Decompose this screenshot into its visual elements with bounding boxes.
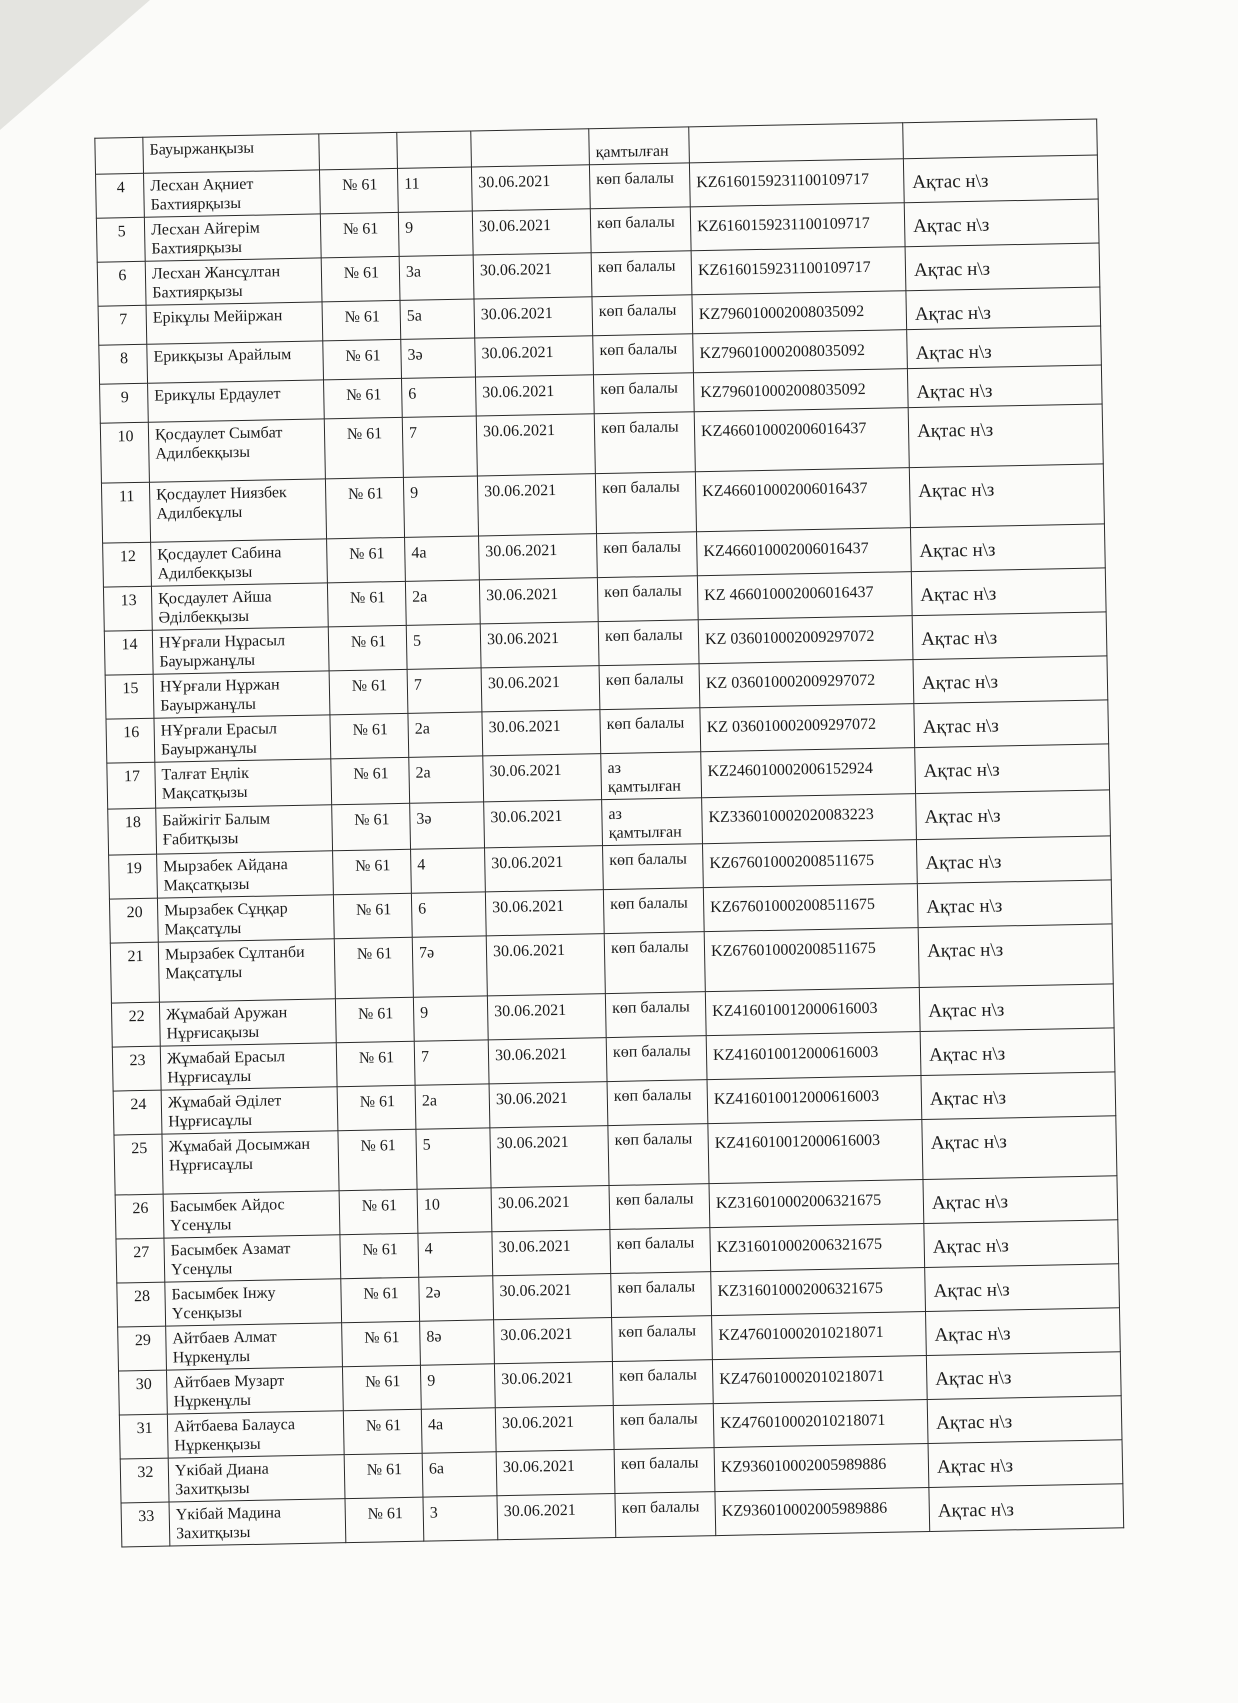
cell-name: Ерикұлы Ердаулет	[148, 380, 325, 422]
cell-name: Мырзабек Сұлтанби Мақсатұлы	[158, 939, 335, 1002]
cell-date: 30.06.2021	[485, 890, 604, 936]
cell-number: 4	[96, 173, 145, 218]
cell-name: Мырзабек Сұңқар Мақсатұлы	[157, 895, 334, 942]
cell-school-name: Ақтас н\з	[915, 744, 1110, 794]
cell-date: 30.06.2021	[496, 1450, 615, 1496]
cell-status: көп балалы	[595, 472, 696, 534]
cell-grade: 3	[423, 1496, 498, 1541]
cell-iban: KZ466010002006016437	[694, 408, 909, 472]
cell-date: 30.06.2021	[476, 414, 595, 476]
cell-number: 8	[99, 344, 148, 384]
cell-school: № 61	[334, 937, 413, 998]
cell-number: 14	[104, 630, 153, 675]
cell-status: көп балалы	[597, 532, 698, 578]
cell-school-name: Ақтас н\з	[926, 1352, 1121, 1400]
cell-iban: KZ316010002006321675	[711, 1268, 926, 1316]
cell-status: көп балалы	[612, 1360, 713, 1406]
cell-number	[95, 137, 144, 174]
cell-grade: 9	[403, 476, 478, 537]
cell-date	[471, 129, 590, 167]
cell-status: аз қамтылған	[602, 798, 703, 846]
cell-number: 16	[106, 718, 155, 763]
cell-grade: 2а	[405, 580, 480, 625]
cell-iban: KZ476010002010218071	[713, 1399, 928, 1447]
cell-status: көп балалы	[593, 373, 694, 414]
cell-name: Қосдаулет Ниязбек Адилбекұлы	[149, 479, 326, 542]
cell-school: № 61	[322, 300, 401, 340]
cell-status: көп балалы	[594, 412, 695, 474]
cell-name: Басымбек Айдос Үсенұлы	[163, 1191, 340, 1238]
cell-grade: 3ә	[401, 338, 476, 378]
cell-name: Басымбек Інжу Үсенқызы	[165, 1279, 342, 1326]
cell-iban: KZ676010002008511675	[703, 884, 918, 932]
cell-grade: 3а	[399, 255, 474, 300]
cell-iban: KZ316010002006321675	[710, 1224, 925, 1272]
cell-school: № 61	[342, 1365, 421, 1410]
cell-grade: 9	[413, 996, 488, 1041]
cell-number: 18	[108, 808, 157, 855]
cell-iban: KZ476010002010218071	[712, 1312, 927, 1360]
cell-date: 30.06.2021	[471, 165, 590, 211]
cell-date: 30.06.2021	[474, 297, 593, 338]
cell-grade: 2а	[415, 1084, 490, 1129]
cell-iban: KZ416010012000616003	[707, 1076, 922, 1124]
cell-status: көп балалы	[613, 1404, 714, 1450]
cell-iban: KZ676010002008511675	[704, 928, 919, 992]
student-table	[94, 118, 1124, 1547]
cell-school-name: Ақтас н\з	[923, 1176, 1118, 1224]
cell-date: 30.06.2021	[487, 994, 606, 1040]
cell-iban: KZ796010002008035092	[693, 369, 908, 412]
cell-number: 7	[98, 305, 147, 345]
cell-school: № 61	[329, 669, 408, 714]
cell-iban: KZ 466010002006016437	[697, 572, 912, 620]
cell-iban: KZ246010002006152924	[701, 748, 916, 798]
cell-school-name: Ақтас н\з	[905, 243, 1100, 291]
cell-number: 24	[113, 1090, 162, 1135]
cell-number: 11	[101, 482, 150, 543]
cell-grade: 7	[407, 668, 482, 713]
cell-iban: KZ336010002020083223	[702, 794, 917, 844]
cell-school-name: Ақтас н\з	[910, 524, 1105, 572]
cell-name: Қосдаулет Сабина Адилбекқызы	[151, 539, 328, 586]
cell-school-name: Ақтас н\з	[907, 326, 1102, 369]
cell-status: көп балалы	[589, 163, 690, 209]
cell-school-name: Ақтас н\з	[921, 1072, 1116, 1120]
cell-school-name: Ақтас н\з	[916, 836, 1111, 884]
cell-grade: 9	[420, 1364, 495, 1409]
cell-school-name: Ақтас н\з	[904, 199, 1099, 247]
cell-number: 19	[109, 854, 158, 899]
cell-grade: 5	[406, 624, 481, 669]
cell-school-name: Ақтас н\з	[927, 1396, 1122, 1444]
cell-status: көп балалы	[610, 1228, 711, 1274]
cell-date: 30.06.2021	[473, 253, 592, 299]
cell-number: 22	[111, 1002, 160, 1047]
cell-grade: 6а	[422, 1452, 497, 1497]
cell-school-name: Ақтас н\з	[917, 880, 1112, 928]
cell-date: 30.06.2021	[475, 336, 594, 377]
cell-iban: KZ936010002005989886	[715, 1487, 930, 1535]
cell-school: № 61	[332, 803, 411, 850]
cell-status: көп балалы	[600, 708, 701, 754]
cell-number: 10	[100, 422, 149, 483]
cell-iban: KZ416010012000616003	[708, 1120, 923, 1184]
cell-number: 17	[107, 762, 156, 809]
cell-school: № 61	[345, 1497, 424, 1542]
cell-iban: KZ416010012000616003	[705, 988, 920, 1036]
cell-school-name: Ақтас н\з	[911, 568, 1106, 616]
cell-date: 30.06.2021	[475, 375, 594, 416]
cell-school: № 61	[335, 997, 414, 1042]
cell-date: 30.06.2021	[485, 846, 604, 892]
cell-school-name: Ақтас н\з	[924, 1220, 1119, 1268]
cell-grade: 4а	[405, 536, 480, 581]
cell-number: 25	[114, 1134, 163, 1195]
cell-number: 6	[97, 261, 146, 306]
cell-number: 23	[112, 1046, 161, 1091]
cell-school-name: Ақтас н\з	[916, 790, 1111, 840]
cell-school: № 61	[325, 477, 404, 538]
cell-grade: 10	[417, 1188, 492, 1233]
cell-school-name: Ақтас н\з	[928, 1440, 1123, 1488]
cell-status: көп балалы	[607, 1080, 708, 1126]
cell-name: Лесхан Ақниет Бахтиярқызы	[144, 170, 321, 217]
cell-name: Айтбаева Балауса Нұркенқызы	[167, 1411, 344, 1458]
cell-name: НҰрғали Нұрасыл Бауыржанұлы	[152, 627, 329, 674]
cell-number: 32	[120, 1458, 169, 1503]
cell-date: 30.06.2021	[479, 578, 598, 624]
cell-date: 30.06.2021	[477, 474, 596, 536]
cell-number: 9	[100, 383, 149, 423]
cell-name: Ерикқызы Арайлым	[147, 341, 324, 383]
cell-iban: KZ476010002010218071	[712, 1356, 927, 1404]
cell-status: көп балалы	[592, 295, 693, 336]
cell-school: № 61	[344, 1453, 423, 1498]
cell-iban: KZ 036010002009297072	[698, 616, 913, 664]
cell-name: Үкібай Диана Захитқызы	[168, 1455, 345, 1502]
cell-status: көп балалы	[597, 576, 698, 622]
cell-grade: 11	[397, 167, 472, 212]
cell-grade: 2ә	[419, 1276, 494, 1321]
cell-grade: 5	[416, 1128, 491, 1189]
cell-iban: KZ466010002006016437	[695, 468, 910, 532]
cell-date: 30.06.2021	[480, 622, 599, 668]
cell-grade: 4а	[421, 1408, 496, 1453]
cell-iban: KZ316010002006321675	[709, 1180, 924, 1228]
cell-school: № 61	[321, 256, 400, 301]
cell-grade: 6	[401, 377, 476, 417]
cell-school-name: Ақтас н\з	[918, 924, 1113, 988]
cell-school-name	[903, 119, 1098, 159]
cell-iban: KZ796010002008035092	[692, 291, 907, 334]
cell-iban: KZ6160159231100109717	[689, 159, 904, 207]
cell-school-name: Ақтас н\з	[906, 287, 1101, 330]
cell-number: 26	[115, 1194, 164, 1239]
cell-school: № 61	[337, 1085, 416, 1130]
cell-school-name: Ақтас н\з	[926, 1308, 1121, 1356]
cell-school: № 61	[323, 339, 402, 379]
cell-school: № 61	[333, 893, 412, 938]
cell-status: көп балалы	[599, 664, 700, 710]
cell-school-name: Ақтас н\з	[908, 404, 1103, 468]
cell-school: № 61	[327, 581, 406, 626]
cell-date: 30.06.2021	[483, 754, 602, 802]
cell-number: 27	[116, 1238, 165, 1283]
cell-date: 30.06.2021	[488, 1038, 607, 1084]
cell-school-name: Ақтас н\з	[920, 1028, 1115, 1076]
cell-number: 30	[118, 1370, 167, 1415]
cell-date: 30.06.2021	[493, 1274, 612, 1320]
cell-school: № 61	[324, 378, 403, 418]
cell-date: 30.06.2021	[492, 1230, 611, 1276]
cell-iban: KZ936010002005989886	[714, 1443, 929, 1491]
cell-date: 30.06.2021	[491, 1186, 610, 1232]
cell-status: көп балалы	[593, 334, 694, 375]
cell-grade: 7ә	[412, 936, 487, 997]
cell-school-name: Ақтас н\з	[913, 656, 1108, 704]
cell-date: 30.06.2021	[494, 1362, 613, 1408]
cell-number: 13	[103, 586, 152, 631]
cell-date: 30.06.2021	[494, 1318, 613, 1364]
cell-name: Ерікұлы Мейіржан	[146, 302, 323, 344]
cell-name: Айтбаев Алмат Нұркенұлы	[166, 1323, 343, 1370]
cell-grade: 4	[411, 848, 486, 893]
cell-iban: KZ676010002008511675	[702, 840, 917, 888]
cell-name: Лесхан Жансұлтан Бахтиярқызы	[145, 258, 322, 305]
cell-number: 15	[105, 674, 154, 719]
cell-grade	[397, 131, 472, 168]
cell-name: Талғат Еңлік Мақсатқызы	[155, 759, 332, 808]
cell-status: көп балалы	[612, 1316, 713, 1362]
cell-grade: 4	[418, 1232, 493, 1277]
cell-name: НҰрғали Нұржан Бауыржанұлы	[153, 671, 330, 718]
cell-status: көп балалы	[605, 992, 706, 1038]
cell-school: № 61	[331, 757, 410, 804]
cell-school-name: Ақтас н\з	[912, 612, 1107, 660]
cell-status: көп балалы	[608, 1124, 709, 1186]
cell-date: 30.06.2021	[482, 710, 601, 756]
cell-school: № 61	[320, 212, 399, 257]
cell-name: Жұмабай Ерасыл Нұрғисаұлы	[160, 1043, 337, 1090]
cell-school: № 61	[328, 625, 407, 670]
cell-number: 20	[109, 898, 158, 943]
cell-number: 31	[119, 1414, 168, 1459]
cell-name: Жұмабай Әділет Нұрғисаұлы	[161, 1087, 338, 1134]
cell-status: көп балалы	[603, 888, 704, 934]
document-page	[94, 119, 1123, 1573]
cell-name: Үкібай Мадина Захитқызы	[169, 1499, 346, 1546]
cell-status: көп балалы	[614, 1448, 715, 1494]
cell-number: 29	[118, 1326, 167, 1371]
cell-status: қамтылған	[589, 127, 690, 165]
cell-school-name: Ақтас н\з	[919, 984, 1114, 1032]
cell-grade: 2а	[409, 756, 484, 803]
cell-number: 28	[117, 1282, 166, 1327]
cell-number: 21	[110, 942, 159, 1003]
cell-date: 30.06.2021	[489, 1082, 608, 1128]
cell-school: № 61	[341, 1277, 420, 1322]
cell-school: № 61	[343, 1409, 422, 1454]
scan-corner-mark	[0, 0, 150, 130]
cell-iban: KZ 036010002009297072	[699, 660, 914, 708]
cell-school-name: Ақтас н\з	[922, 1116, 1117, 1180]
cell-school: № 61	[336, 1041, 415, 1086]
cell-name: Жұмабай Досымжан Нұрғисаұлы	[162, 1131, 339, 1194]
cell-grade: 6	[411, 892, 486, 937]
cell-name: Бауыржанқызы	[143, 134, 320, 173]
cell-grade: 9	[398, 211, 473, 256]
cell-iban: KZ466010002006016437	[696, 528, 911, 576]
cell-name: Лесхан Айгерім Бахтиярқызы	[144, 214, 321, 261]
cell-date: 30.06.2021	[481, 666, 600, 712]
cell-grade: 2а	[408, 712, 483, 757]
cell-date: 30.06.2021	[479, 534, 598, 580]
cell-grade: 7	[402, 416, 477, 477]
cell-name: Айтбаев Музарт Нұркенұлы	[166, 1367, 343, 1414]
cell-status: аз қамтылған	[601, 752, 702, 800]
cell-iban: KZ6160159231100109717	[690, 203, 905, 251]
cell-grade: 7	[414, 1040, 489, 1085]
cell-school-name: Ақтас н\з	[909, 464, 1104, 528]
cell-name: Мырзабек Айдана Мақсатқызы	[157, 851, 334, 898]
cell-school: № 61	[333, 849, 412, 894]
cell-date: 30.06.2021	[484, 800, 603, 848]
cell-school-name: Ақтас н\з	[907, 365, 1102, 408]
cell-iban: KZ796010002008035092	[693, 330, 908, 373]
cell-grade: 8ә	[420, 1320, 495, 1365]
cell-grade: 3ә	[410, 802, 485, 849]
cell-iban: KZ416010012000616003	[706, 1032, 921, 1080]
cell-school: № 61	[338, 1129, 417, 1190]
cell-status: көп балалы	[590, 207, 691, 253]
cell-status: көп балалы	[603, 844, 704, 890]
table-body	[95, 119, 1124, 1547]
cell-status: көп балалы	[606, 1036, 707, 1082]
cell-school	[319, 132, 398, 169]
cell-name: Қосдаулет Айша Әділбекқызы	[151, 583, 328, 630]
cell-name: Басымбек Азамат Үсенұлы	[164, 1235, 341, 1282]
cell-status: көп балалы	[609, 1184, 710, 1230]
cell-date: 30.06.2021	[486, 934, 605, 996]
cell-date: 30.06.2021	[497, 1494, 616, 1540]
cell-name: Жұмабай Аружан Нұрғисақызы	[159, 999, 336, 1046]
cell-number: 33	[121, 1502, 170, 1547]
cell-iban: KZ 036010002009297072	[700, 704, 915, 752]
cell-school: № 61	[319, 168, 398, 213]
cell-school: № 61	[327, 537, 406, 582]
cell-grade: 5а	[400, 299, 475, 339]
cell-date: 30.06.2021	[495, 1406, 614, 1452]
cell-school-name: Ақтас н\з	[925, 1264, 1120, 1312]
cell-name: Байжігіт Балым Ғабитқызы	[156, 805, 333, 854]
cell-school: № 61	[324, 417, 403, 478]
cell-status: көп балалы	[591, 251, 692, 297]
cell-school: № 61	[339, 1189, 418, 1234]
cell-school-name: Ақтас н\з	[914, 700, 1109, 748]
cell-school-name: Ақтас н\з	[929, 1484, 1124, 1532]
cell-date: 30.06.2021	[472, 209, 591, 255]
cell-school: № 61	[340, 1233, 419, 1278]
cell-date: 30.06.2021	[490, 1126, 609, 1188]
cell-status: көп балалы	[598, 620, 699, 666]
cell-school: № 61	[342, 1321, 421, 1366]
cell-number: 12	[103, 542, 152, 587]
cell-status: көп балалы	[615, 1492, 716, 1538]
cell-status: көп балалы	[611, 1272, 712, 1318]
cell-school-name: Ақтас н\з	[903, 155, 1098, 203]
cell-school: № 61	[330, 713, 409, 758]
cell-number: 5	[96, 217, 145, 262]
cell-name: НҰрғали Ерасыл Бауыржанұлы	[154, 715, 331, 762]
cell-name: Қосдаулет Сымбат Адилбекқызы	[148, 419, 325, 482]
cell-status: көп балалы	[604, 932, 705, 994]
cell-iban	[689, 123, 904, 163]
cell-iban: KZ6160159231100109717	[691, 247, 906, 295]
